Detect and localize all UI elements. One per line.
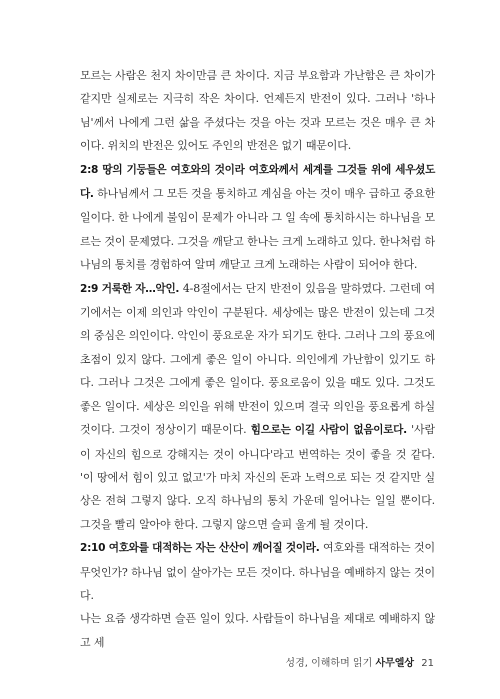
- paragraph-verse-2-8: [80, 158, 435, 277]
- verse-heading-2-9: 2:9 거룩한 자…악인.: [80, 282, 180, 295]
- page-number: 21: [421, 658, 434, 669]
- page-footer: [285, 654, 434, 669]
- verse-commentary-2-8: 하나님께서 그 모든 것을 통치하고 계심을 아는 것이 매우 급하고 중요한 일이다. 한 나에게 불임이 문제가 아니라 그 일 속에 통치하시는 하나님을 모르는 것이 문제였다. 그것을 깨닫고 한나는 크게 노래하고 있다. 한나처럼 하나님의 통치를 경험하여 알며 깨닫고 크게 노래하는 사람이 되어야 한다.: [80, 187, 435, 272]
- footer-book-title: 성경, 이해하며 읽기: [285, 658, 373, 669]
- paragraph-verse-2-10: [80, 536, 435, 607]
- paragraph-intro: 모르는 사람은 천지 차이만큼 큰 차이다. 지금 부요함과 가난함은 큰 차이가 같지만 실제로는 지극히 작은 차이다. 언제든지 반전이 있다. 그러나 '하나님'께서 나에게 그런 삶을 주셨다는 것을 아는 것과 모르는 것은 매우 큰 차이다. 위치의 반전은 있어도 주인의 반전은 없기 때문이다.: [80, 69, 435, 153]
- verse-commentary-2-9-part2: '사람이 자신의 힘으로 강해지는 것이 아니다'라고 번역하는 것이 좋을 것 같다. '이 땅에서 힘이 있고 없고'가 마치 자신의 돈과 노력으로 되는 것 같지만 실상은 전혀 그렇지 않다. 오직 하나님의 통치 가운데 일어나는 일일 뿐이다. 그것을 빨리 알아야 한다. 그렇지 않으면 슬피 울게 될 것이다.: [80, 423, 435, 531]
- paragraph-verse-2-9: [80, 277, 435, 536]
- verse-commentary-2-10: 여호와를 대적하는 것이 무엇인가? 하나님 없이 살아가는 모든 것이다. 하나님을 예배하지 않는 것이다.: [80, 541, 435, 602]
- verse-heading-2-10: 2:10 여호와를 대적하는 자는 산산이 깨어질 것이라.: [80, 542, 320, 555]
- verse-heading-2-8: 2:8 땅의 기둥들은 여호와의 것이라 여호와께서 세계를 그것들 위에 세우셨도다.: [80, 163, 435, 201]
- page-body: [80, 64, 435, 654]
- verse-commentary-2-9-part1: 4-8절에서는 단지 반전이 있음을 말하였다. 그런데 여기에서는 이제 의인과 악인이 구분된다. 세상에는 많은 반전이 있는데 그것의 중심은 의인이다. 악인이 풍요로운 자가 되기도 한다. 그러나 그의 풍요에 초점이 있지 않다. 그에게 좋은 일이 아니다. 의인에게 가난함이 있기도 하다. 그러나 그것은 그에게 좋은 일이다. 풍요로움이 있을 때도 있다. 그것도 좋은 일이다. 세상은 의인을 위해 반전이 있으며 결국 의인을 풍요롭게 하실 것이다. 그것이 정상이기 때문이다.: [80, 281, 435, 437]
- paragraph-continuation: 나는 요즘 생각하면 슬픈 일이 있다. 사람들이 하나님을 제대로 예배하지 않고 세: [80, 612, 435, 649]
- verse-phrase-2-9: 힘으로는 이길 사람이 없음이로다.: [250, 424, 407, 437]
- footer-series-name: 사무엘상: [375, 658, 415, 669]
